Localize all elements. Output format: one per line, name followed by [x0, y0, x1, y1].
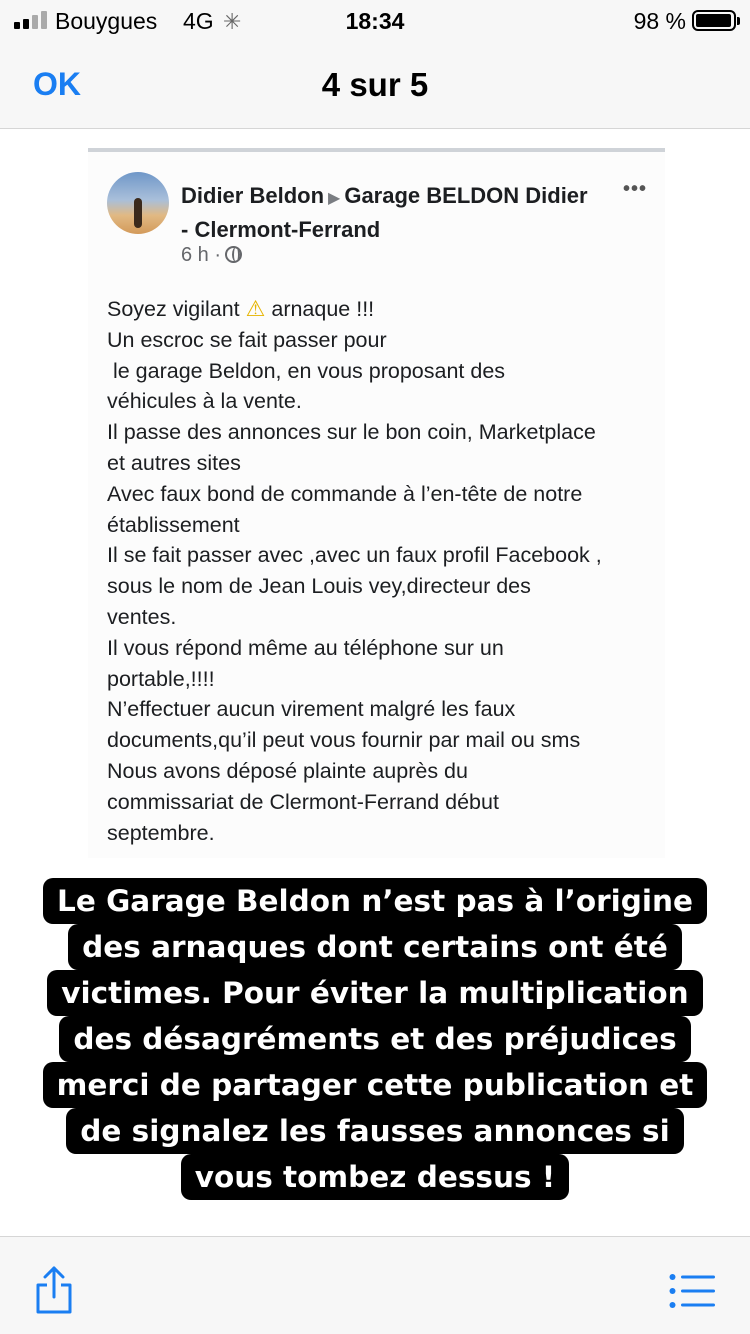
post-time: 6 h · — [181, 244, 222, 266]
status-time: 18:34 — [345, 8, 405, 34]
post-line: portable,!!!! — [107, 666, 215, 691]
arrow-right-icon: ▶ — [328, 190, 341, 207]
globe-icon — [225, 246, 242, 263]
post-text — [107, 294, 657, 848]
post-line: N’effectuer aucun virement malgré les faux — [107, 697, 516, 722]
post-line: Nous avons déposé plainte auprès du — [107, 758, 468, 783]
post-line: le garage Beldon, en vous proposant des — [107, 358, 506, 383]
post-line: septembre. — [107, 820, 215, 845]
activity-spinner-icon: ✳ — [223, 9, 242, 34]
post-line: Il vous répond même au téléphone sur un — [107, 635, 504, 660]
facebook-post-card — [88, 148, 665, 858]
post-line: Avec faux bond de commande à l’en-tête de notre — [107, 481, 583, 506]
bottom-toolbar — [0, 1236, 750, 1334]
post-line: Soyez vigilant ⚠ arnaque !!! — [107, 294, 657, 325]
story-caption — [0, 878, 750, 1200]
status-bar — [0, 0, 750, 40]
post-line: ventes. — [107, 604, 177, 629]
post-header — [181, 180, 601, 245]
more-options-icon: ••• — [622, 178, 647, 200]
post-line: établissement — [107, 512, 240, 537]
network-type: 4G — [183, 8, 214, 34]
post-line: commissariat de Clermont-Ferrand début — [107, 789, 499, 814]
warning-icon: ⚠ — [245, 296, 266, 321]
post-line: et autres sites — [107, 450, 241, 475]
nav-bar — [0, 40, 750, 129]
post-line: Un escroc se fait passer pour — [107, 327, 387, 352]
post-line: Il se fait passer avec ,avec un faux profil Facebook , — [107, 543, 602, 568]
carrier-name: Bouygues — [55, 8, 158, 34]
share-icon[interactable] — [34, 1265, 74, 1315]
post-line: Il passe des annonces sur le bon coin, Marketplace — [107, 420, 596, 445]
caption-line: merci de partager cette publication et — [43, 1062, 708, 1108]
avatar — [107, 172, 169, 234]
post-line: sous le nom de Jean Louis vey,directeur des — [107, 574, 531, 599]
post-line: documents,qu’il peut vous fournir par mail ou sms — [107, 728, 581, 753]
caption-line: de signalez les fausses annonces si — [66, 1108, 683, 1154]
caption-line: des arnaques dont certains ont été — [68, 924, 682, 970]
caption-line: Le Garage Beldon n’est pas à l’origine — [43, 878, 707, 924]
post-line: véhicules à la vente. — [107, 389, 302, 414]
post-page-name: Garage BELDON Didier - Clermont-Ferrand — [181, 183, 588, 242]
battery-icon — [692, 10, 736, 31]
caption-line: vous tombez dessus ! — [181, 1154, 570, 1200]
battery-percent: 98 % — [633, 8, 686, 34]
caption-line: des désagréments et des préjudices — [59, 1016, 690, 1062]
post-timestamp — [181, 244, 242, 267]
ok-button[interactable]: OK — [33, 66, 81, 102]
post-author-name: Didier Beldon — [181, 183, 325, 208]
list-icon[interactable] — [669, 1273, 715, 1309]
caption-line: victimes. Pour éviter la multiplication — [47, 970, 702, 1016]
page-title: 4 sur 5 — [321, 66, 429, 103]
